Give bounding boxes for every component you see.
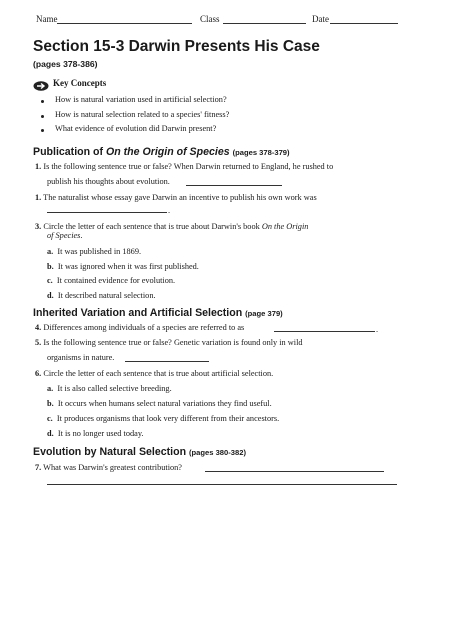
section-heading-publication: Publication of On the Origin of Species (pages 378-379) <box>33 146 290 158</box>
question-4: 4. Differences among individuals of a species are referred to as <box>35 323 245 332</box>
section-heading-natural-selection: Evolution by Natural Selection (pages 380-382) <box>33 446 246 458</box>
option-3d[interactable]: d. It described natural selection. <box>47 291 156 300</box>
answer-line-1a[interactable] <box>186 178 282 186</box>
section-heading-variation: Inherited Variation and Artificial Selection (page 379) <box>33 307 283 319</box>
option-6b[interactable]: b. It occurs when humans select natural variations they find useful. <box>47 399 272 408</box>
question-7: 7. What was Darwin's greatest contribution? <box>35 463 182 472</box>
question-1b: 1. The naturalist whose essay gave Darwin an incentive to publish his own work was <box>35 193 317 202</box>
class-line[interactable] <box>223 17 306 24</box>
answer-line-7a[interactable] <box>205 464 384 472</box>
key-concepts-icon <box>33 78 49 88</box>
option-6a[interactable]: a. It is also called selective breeding. <box>47 384 172 393</box>
class-label: Class <box>200 14 220 24</box>
question-1a: 1. Is the following sentence true or false? When Darwin returned to England, he rushed to <box>35 162 334 171</box>
option-6c[interactable]: c. It produces organisms that look very different from their ancestors. <box>47 414 280 423</box>
question-5: 5. Is the following sentence true or false? Genetic variation is found only in wild <box>35 338 303 347</box>
name-line[interactable] <box>57 17 192 24</box>
name-label: Name <box>36 14 58 24</box>
answer-line-5[interactable] <box>125 354 209 362</box>
key-concept-item: How is natural variation used in artificial selection? <box>55 95 227 104</box>
question-5-line2: organisms in nature. <box>47 353 115 362</box>
date-label: Date <box>312 14 329 24</box>
answer-line-4[interactable] <box>274 324 375 332</box>
question-3-line2: of Species. <box>47 231 83 240</box>
bullet-icon <box>41 129 44 132</box>
option-6d[interactable]: d. It is no longer used today. <box>47 429 144 438</box>
option-3a[interactable]: a. It was published in 1869. <box>47 247 142 256</box>
answer-line-7b[interactable] <box>47 477 397 485</box>
page-range: (pages 378-386) <box>33 59 98 69</box>
question-3: 3. Circle the letter of each sentence that is true about Darwin's book On the Origin <box>35 222 309 231</box>
period-mark: . <box>376 325 379 334</box>
key-concept-item: What evidence of evolution did Darwin present? <box>55 124 217 133</box>
key-concept-item: How is natural selection related to a species' fitness? <box>55 110 230 119</box>
option-3c[interactable]: c. It contained evidence for evolution. <box>47 276 176 285</box>
answer-line-1b[interactable] <box>47 205 167 213</box>
period-mark: . <box>168 206 171 215</box>
question-6: 6. Circle the letter of each sentence that is true about artificial selection. <box>35 369 274 378</box>
bullet-icon <box>41 115 44 118</box>
option-3b[interactable]: b. It was ignored when it was first published. <box>47 262 199 271</box>
question-1a-line2: publish his thoughts about evolution. <box>47 177 170 186</box>
date-line[interactable] <box>330 17 398 24</box>
page-title: Section 15-3 Darwin Presents His Case <box>33 38 320 55</box>
key-concepts-label: Key Concepts <box>53 78 107 88</box>
bullet-icon <box>41 100 44 103</box>
